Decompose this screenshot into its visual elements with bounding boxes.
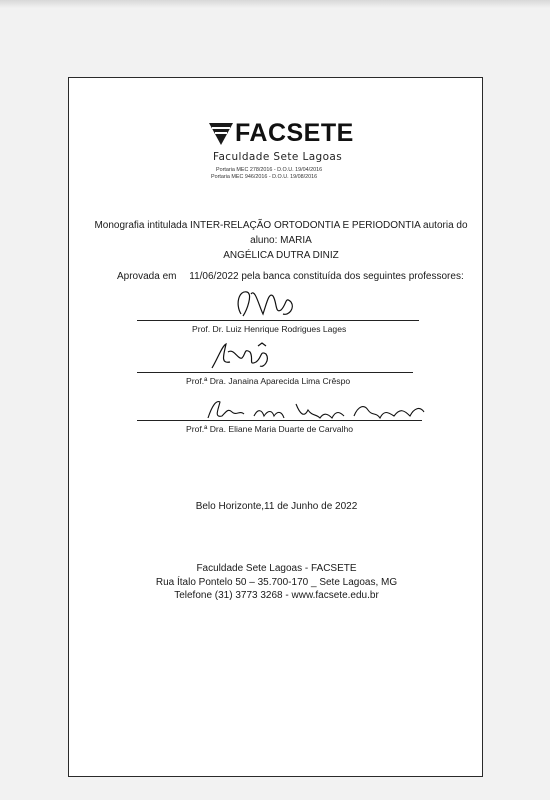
approved-date: 11/06/2022 [189, 271, 239, 282]
monograph-line-2: ANGÉLICA DUTRA DINIZ [223, 250, 339, 261]
city-date: Belo Horizonte,11 de Junho de 2022 [195, 501, 358, 512]
facsete-logo [209, 119, 354, 191]
professor-3-name: Prof.ª Dra. Eliane Maria Duarte de Carvalho [186, 424, 354, 434]
approved-suffix: pela banca constituída dos seguintes professores: [241, 271, 464, 282]
footer-line-3: Telefone (31) 3773 3268 - www.facsete.edu.br [174, 590, 379, 601]
logo-name: FACSETE [235, 119, 354, 147]
monograph-statement [81, 218, 481, 263]
facsete-emblem-icon [209, 123, 233, 145]
approval-statement [117, 271, 464, 282]
signature-3 [204, 396, 429, 426]
signature-1 [229, 284, 309, 324]
footer-line-1: Faculdade Sete Lagoas - FACSETE [196, 563, 357, 574]
signature-2 [204, 340, 284, 374]
logo-portaria-1: Portaria MEC 278/2016 - D.O.U. 19/04/2016 [216, 167, 323, 173]
footer-line-2: Rua Ítalo Pontelo 50 – 35.700-170 _ Sete Lagoas, MG [155, 576, 398, 588]
monograph-line-1: Monografia intitulada INTER-RELAÇÃO ORTODONTIA E PERIODONTIA autoria do aluno: MARIA [94, 220, 468, 246]
institution-footer [69, 562, 484, 603]
logo-portaria-2: Portaria MEC 946/2016 - D.O.U. 19/08/2016 [211, 174, 318, 180]
signature-line-3 [137, 420, 422, 421]
signature-line-1 [137, 320, 419, 321]
approved-prefix: Aprovada em [117, 271, 177, 282]
document-page [68, 77, 483, 777]
scan-edge [0, 0, 550, 8]
logo-subtitle: Faculdade Sete Lagoas [213, 151, 343, 163]
professor-2-name: Prof.ª Dra. Janaina Aparecida Lima Crêspo [186, 376, 351, 386]
signature-line-2 [137, 372, 413, 373]
professor-1-name: Prof. Dr. Luiz Henrique Rodrigues Lages [192, 324, 347, 334]
